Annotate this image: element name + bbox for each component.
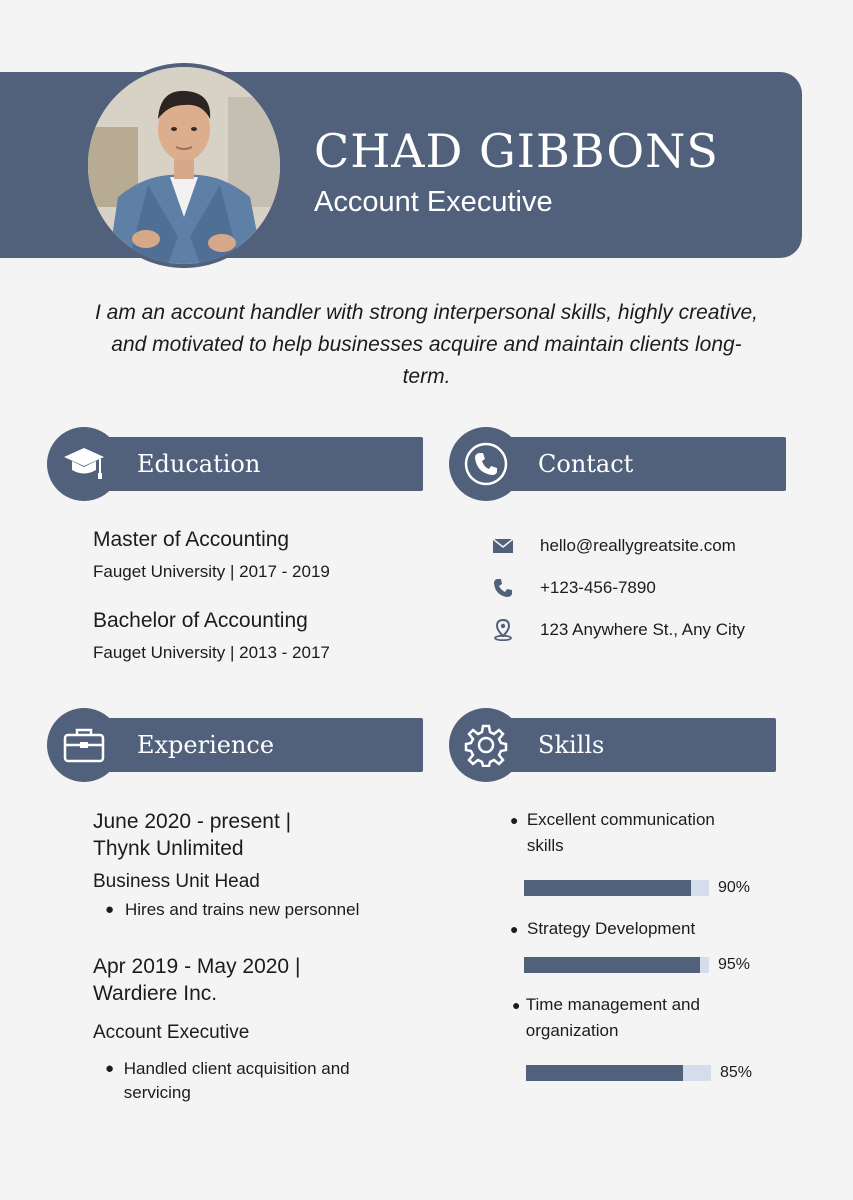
- education-title: Education: [137, 450, 261, 478]
- job-date: Apr 2019 - May 2020 |: [93, 955, 301, 978]
- skill-label: Time management and organization: [525, 995, 700, 1040]
- contact-phone[interactable]: +123-456-7890: [540, 578, 656, 597]
- contact-email[interactable]: hello@reallygreatsite.com: [540, 536, 736, 555]
- bullet-dot-icon: ●: [105, 901, 115, 918]
- skill-bar: [524, 957, 709, 973]
- skills-title: Skills: [538, 731, 605, 759]
- skill-item: [504, 807, 754, 859]
- experience-entry: [93, 808, 423, 922]
- school-line: Fauget University | 2017 - 2019: [93, 562, 330, 581]
- education-entry: [93, 606, 423, 668]
- profile-photo: [84, 63, 284, 268]
- mail-icon: [493, 535, 519, 557]
- graduation-cap-icon: [47, 427, 121, 501]
- degree-name: Master of Accounting: [93, 528, 290, 551]
- experience-entry: [93, 953, 423, 1105]
- contact-phone-row: [493, 576, 656, 600]
- skill-bar-fill: [524, 880, 691, 896]
- gear-icon: [449, 708, 523, 782]
- education-entry: [93, 525, 423, 587]
- skill-bar: [524, 880, 709, 896]
- skill-item: [506, 992, 746, 1044]
- job-company: Wardiere Inc.: [93, 982, 218, 1005]
- contact-header-bar: [489, 437, 786, 491]
- skill-label: Strategy Development: [527, 919, 696, 938]
- bullet-dot-icon: ●: [510, 921, 519, 937]
- profile-summary: I am an account handler with strong interpersonal skills, highly creative, and motivated to help businesses acquire and maintain clients long-term.: [95, 301, 758, 388]
- skill-label: Excellent communication skills: [526, 810, 715, 855]
- candidate-name: CHAD GIBBONS: [314, 124, 719, 178]
- job-date: June 2020 - present |: [93, 810, 292, 833]
- job-bullet: [93, 1057, 403, 1105]
- skills-header-bar: [489, 718, 776, 772]
- bullet-dot-icon: ●: [105, 1060, 115, 1077]
- skill-percent: 95%: [718, 956, 751, 973]
- experience-title: Experience: [137, 731, 275, 759]
- bullet-dot-icon: ●: [512, 997, 521, 1013]
- contact-address: 123 Anywhere St., Any City: [540, 620, 746, 639]
- contact-title: Contact: [538, 450, 634, 478]
- school-line: Fauget University | 2013 - 2017: [93, 643, 330, 662]
- skill-percent: 90%: [718, 879, 751, 896]
- bullet-dot-icon: ●: [510, 812, 519, 828]
- contact-email-row: [493, 534, 736, 558]
- briefcase-icon: [47, 708, 121, 782]
- phone-icon: [449, 427, 523, 501]
- contact-address-row: [493, 618, 745, 642]
- candidate-role: Account Executive: [314, 186, 553, 218]
- skill-bar-fill: [526, 1065, 683, 1081]
- job-company: Thynk Unlimited: [93, 837, 244, 860]
- job-position: Business Unit Head: [93, 871, 260, 892]
- phone-icon: [493, 577, 519, 599]
- degree-name: Bachelor of Accounting: [93, 609, 308, 632]
- job-position: Account Executive: [93, 1022, 250, 1043]
- skill-bar: [526, 1065, 711, 1081]
- job-bullet-text: Hires and trains new personnel: [125, 900, 360, 919]
- job-bullet: [93, 898, 423, 922]
- skill-bar-fill: [524, 957, 700, 973]
- job-bullet-text: Handled client acquisition and servicing: [123, 1059, 350, 1102]
- location-pin-icon: [493, 619, 519, 641]
- skill-item: [504, 916, 764, 942]
- skill-percent: 85%: [720, 1064, 753, 1081]
